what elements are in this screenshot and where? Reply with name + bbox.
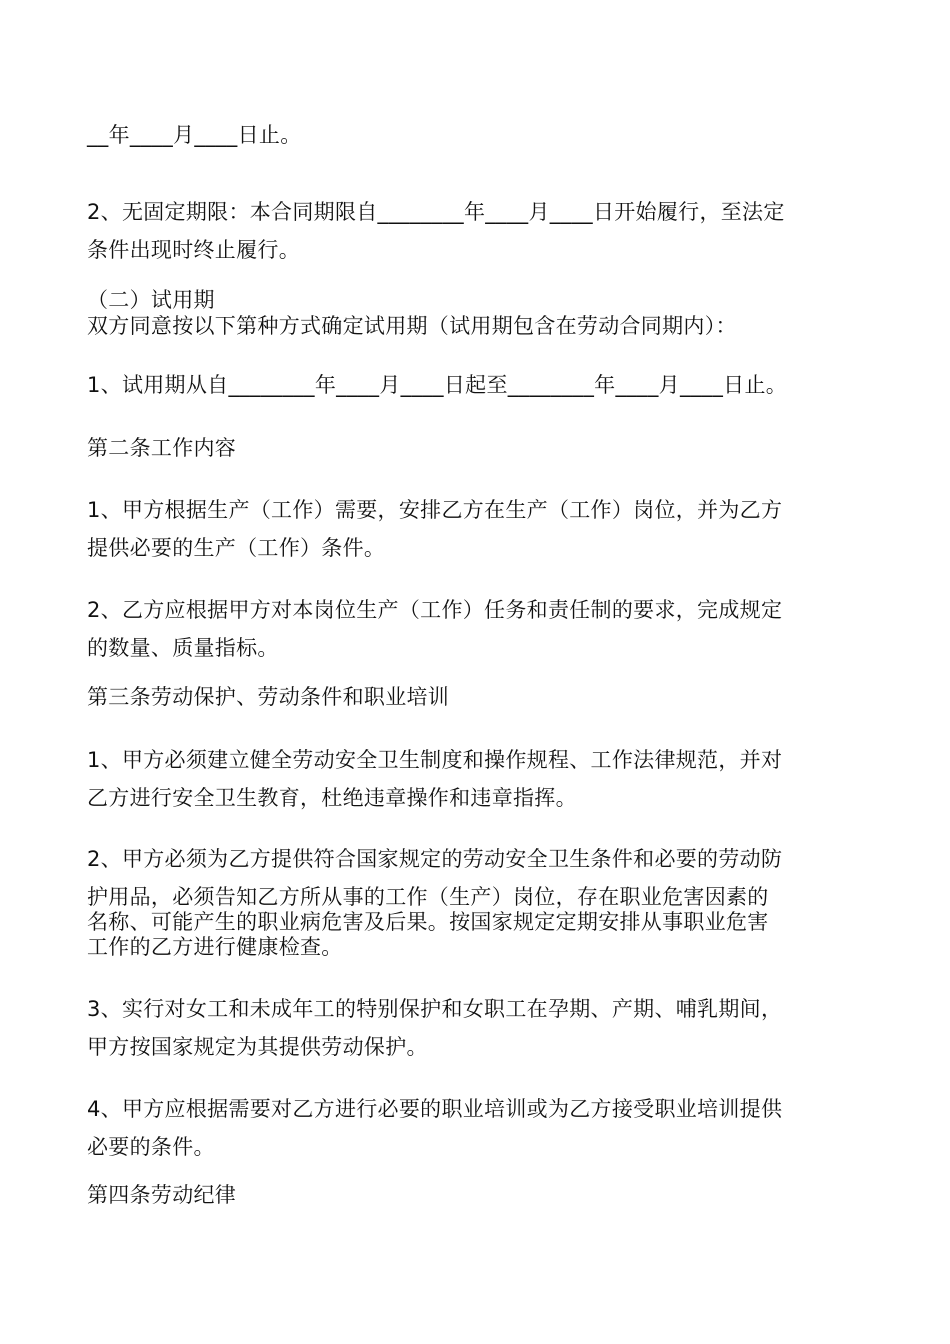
text-line: 乙方进行安全卫生教育，杜绝违章操作和违章指挥。	[87, 786, 577, 810]
text-line: 护用品，必须告知乙方所从事的工作（生产）岗位，存在职业危害因素的	[87, 885, 769, 909]
section-heading: 第三条劳动保护、劳动条件和职业培训	[87, 685, 450, 709]
text-line: 的数量、质量指标。	[87, 636, 279, 660]
text-line: 2、乙方应根据甲方对本岗位生产（工作）任务和责任制的要求，完成规定	[87, 598, 783, 622]
text-line: 名称、可能产生的职业病危害及后果。按国家规定定期安排从事职业危害	[87, 910, 769, 934]
text-line: 1、甲方根据生产（工作）需要，安排乙方在生产（工作）岗位，并为乙方	[87, 498, 783, 522]
text-line: 工作的乙方进行健康检查。	[87, 935, 343, 959]
text-line: 甲方按国家规定为其提供劳动保护。	[87, 1035, 428, 1059]
text-line: 4、甲方应根据需要对乙方进行必要的职业培训或为乙方接受职业培训提供	[87, 1097, 783, 1121]
text-line: 必要的条件。	[87, 1135, 215, 1159]
text-line: 1、甲方必须建立健全劳动安全卫生制度和操作规程、工作法律规范，并对	[87, 748, 783, 772]
section-heading: 第四条劳动纪律	[87, 1183, 237, 1207]
text-line: 双方同意按以下第种方式确定试用期（试用期包含在劳动合同期内）：	[87, 314, 737, 338]
section-heading: 第二条工作内容	[87, 436, 237, 460]
text-line: __年____月____日止。	[87, 123, 302, 147]
text-line: 1、试用期从自________年____月____日起至________年____月____日止。	[87, 373, 788, 397]
text-line: 2、甲方必须为乙方提供符合国家规定的劳动安全卫生条件和必要的劳动防	[87, 847, 783, 871]
text-line: 3、实行对女工和未成年工的特别保护和女职工在孕期、产期、哺乳期间，	[87, 997, 783, 1021]
text-line: 条件出现时终止履行。	[87, 238, 300, 262]
text-line: 提供必要的生产（工作）条件。	[87, 536, 386, 560]
text-line: 2、无固定期限：本合同期限自________年____月____日开始履行，至法定	[87, 200, 785, 224]
section-heading: （二）试用期	[87, 288, 215, 312]
